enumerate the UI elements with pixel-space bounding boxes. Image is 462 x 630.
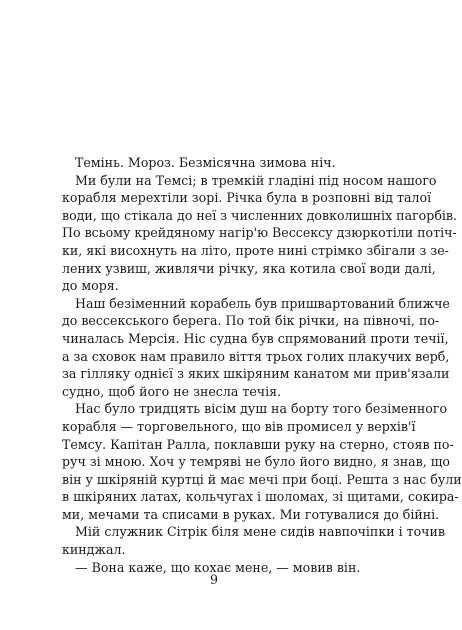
text-line: Темсу. Капітан Ралла, поклавши руку на стерно, стояв по- bbox=[62, 436, 454, 452]
text-line: ми, мечами та списами в руках. Ми готувалися до бійні. bbox=[62, 506, 440, 522]
text-line: а за сховок нам правило віття трьох голих плакучих верб, bbox=[62, 348, 450, 364]
text-line: корабля — торговельного, що вів промисел у верхів'ї bbox=[62, 418, 416, 434]
text-line: Наш безіменний корабель був пришвартований ближче bbox=[75, 295, 450, 311]
text-line: лених узвиш, живлячи річку, яка котила свої води далі, bbox=[62, 260, 436, 276]
page-text bbox=[62, 154, 462, 576]
text-line: до моря. bbox=[62, 278, 119, 294]
text-line: води, що стікала до неї з численних довколишніх пагорбів. bbox=[62, 207, 458, 223]
text-line: руч зі мною. Хоч у темряві не було його видно, я знав, що bbox=[62, 454, 450, 470]
page-number: 9 bbox=[209, 572, 218, 587]
text-line: — Вона каже, що кохає мене, — мовив він. bbox=[75, 559, 361, 575]
text-line: кинджал. bbox=[62, 542, 126, 558]
text-line: Нас було тридцять вісім душ на борту того безіменного bbox=[75, 401, 448, 417]
text-line: корабля мерехтіли зорі. Річка була в розповні від талої bbox=[62, 190, 432, 206]
text-line: Темінь. Мороз. Безмісячна зимова ніч. bbox=[75, 155, 336, 170]
text-line: По всьому крейдяному нагір'ю Вессексу дзюркотіли потіч- bbox=[62, 225, 457, 241]
text-line: за гілляку однієї з яких шкіряним канатом ми прив'язали bbox=[62, 366, 450, 382]
text-line: він у шкіряній куртці й має мечі при боці. Решта з нас були bbox=[62, 471, 462, 487]
text-line: в шкіряних латах, кольчугах і шоломах, зі щитами, сокира- bbox=[62, 489, 459, 505]
text-line: судно, щоб його не знесла течія. bbox=[62, 383, 282, 399]
text-line: Ми були на Темсі; в тремкій гладіні під носом нашого bbox=[75, 172, 437, 188]
text-line: до вессекського берега. По той бік річки, на півночі, по- bbox=[62, 313, 440, 329]
text-line: ки, які висохнуть на літо, проте нині стрімко збігали з зе- bbox=[62, 242, 449, 258]
text-line: Мій служник Сітрік біля мене сидів навпочіпки і точив bbox=[75, 524, 445, 540]
text-line: чиналась Мерсія. Ніс судна був спрямований проти течії, bbox=[62, 330, 449, 346]
